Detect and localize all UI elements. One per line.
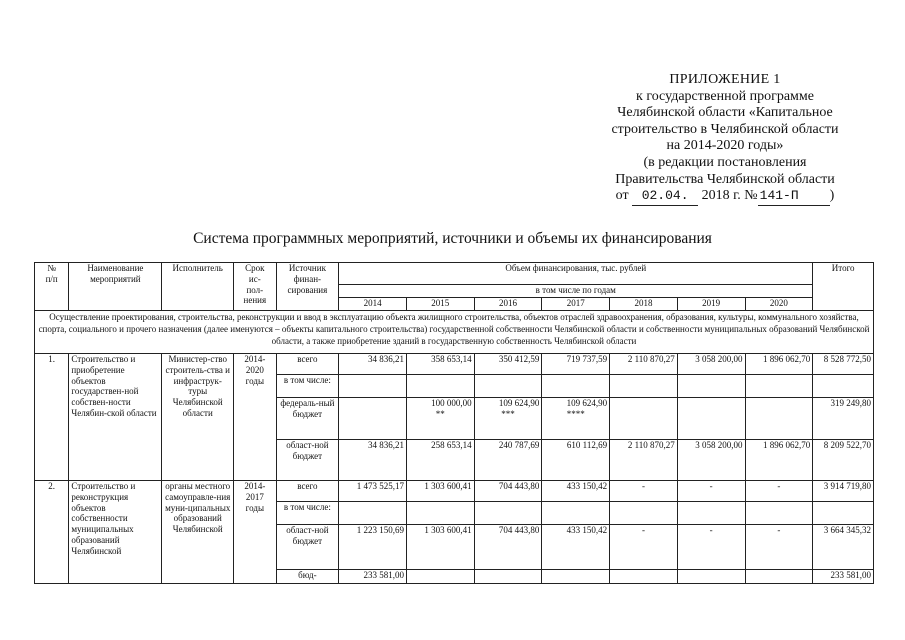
header-year: 2016 — [474, 298, 542, 311]
value-cell: 704 443,80 — [474, 525, 542, 570]
value-cell: 2 110 870,27 — [610, 440, 678, 481]
value-cell: 3 058 200,00 — [677, 354, 745, 375]
page-title: Система программных мероприятий, источники и объемы их финансирования — [193, 230, 712, 247]
source-cell: всего — [276, 481, 339, 502]
value-cell — [677, 502, 745, 525]
value-cell — [406, 375, 474, 398]
source-cell: в том числе: — [276, 502, 339, 525]
decree-number: 141-П — [758, 188, 830, 206]
value-cell — [339, 502, 407, 525]
value-cell — [474, 375, 542, 398]
section-row — [35, 311, 874, 354]
item-executor: органы местного самоуправле-ния муни-ципальных образований Челябинской — [162, 481, 234, 584]
value-cell — [745, 398, 813, 440]
item-name: Строительство и приобретение объектов государствен-ной собствен-ности Челябин-ской области — [69, 354, 162, 481]
value-cell: 2 110 870,27 — [610, 354, 678, 375]
value-cell — [542, 502, 610, 525]
value-cell: 350 412,59 — [474, 354, 542, 375]
section-description: Осуществление проектирования, строительства, реконструкции и ввод в эксплуатацию объекта жилищного строительства, объектов отраслей здравоохранения, образования, культуры, коммунального хозяйства, спорта, социального и прочего назначения (далее именуются – объекты капитального строительства) государственной собственности Челябинской области и собственности муниципальных образований Челябинской области, а также приобретение зданий в государственную собственность Челябинской области — [35, 311, 874, 354]
header-total: Итого — [813, 263, 874, 311]
footnote-marker: **** — [566, 408, 585, 419]
table-row — [35, 354, 874, 375]
financing-table — [34, 262, 874, 584]
value-cell: 719 737,59 — [542, 354, 610, 375]
header-num: № п/п — [35, 263, 69, 311]
value-cell: 1 473 525,17 — [339, 481, 407, 502]
value-cell: 100 000,00 ** — [406, 398, 474, 440]
header-term: Срок ис- пол- нения — [234, 263, 276, 311]
value-cell: 358 653,14 — [406, 354, 474, 375]
appendix-block — [560, 72, 890, 206]
value-cell: 240 787,69 — [474, 440, 542, 481]
value-cell: 34 836,21 — [339, 440, 407, 481]
item-num: 2. — [35, 481, 69, 584]
header-year: 2014 — [339, 298, 407, 311]
appendix-title: ПРИЛОЖЕНИЕ 1 — [669, 72, 781, 87]
appendix-line: (в редакции постановления — [643, 154, 807, 170]
total-cell: 3 914 719,80 — [813, 481, 874, 502]
value-cell — [745, 502, 813, 525]
value-cell: 1 223 150,69 — [339, 525, 407, 570]
header-volume: Объем финансирования, тыс. рублей — [339, 263, 813, 285]
date-mid: 2018 г. № — [701, 188, 758, 204]
value-cell — [542, 375, 610, 398]
header-name: Наименование мероприятий — [69, 263, 162, 311]
source-cell: всего — [276, 354, 339, 375]
appendix-line: Челябинской области «Капитальное — [617, 105, 833, 121]
value-cell: 34 836,21 — [339, 354, 407, 375]
value-cell: 704 443,80 — [474, 481, 542, 502]
total-cell — [813, 375, 874, 398]
total-cell: 3 664 345,32 — [813, 525, 874, 570]
value-cell — [745, 375, 813, 398]
value-cell: 433 150,42 — [542, 525, 610, 570]
value-cell — [406, 502, 474, 525]
header-year: 2017 — [542, 298, 610, 311]
total-cell: 8 209 522,70 — [813, 440, 874, 481]
value-cell: - — [610, 481, 678, 502]
value-cell — [677, 375, 745, 398]
decree-date: 02.04. — [632, 188, 698, 206]
value-cell: - — [677, 525, 745, 570]
value-cell — [745, 570, 813, 584]
source-cell: в том числе: — [276, 375, 339, 398]
date-suffix: ) — [829, 188, 835, 204]
value-cell — [339, 375, 407, 398]
total-cell — [813, 502, 874, 525]
value-cell — [610, 375, 678, 398]
item-term: 2014-2017 годы — [234, 481, 276, 584]
value-cell: - — [610, 525, 678, 570]
date-prefix: от — [615, 188, 629, 204]
value-cell: 1 896 062,70 — [745, 440, 813, 481]
header-by-years: в том числе по годам — [339, 285, 813, 298]
appendix-line: к государственной программе — [636, 88, 814, 104]
source-cell: област-ной бюджет — [276, 440, 339, 481]
value-cell — [610, 502, 678, 525]
item-executor: Министер-ство строитель-ства и инфраструк-туры Челябинской области — [162, 354, 234, 481]
item-name: Строительство и реконструкция объектов собственности муниципальных образований Челябинской — [69, 481, 162, 584]
value-cell: 109 624,90 **** — [542, 398, 610, 440]
value-cell — [542, 570, 610, 584]
value-cell: 1 303 600,41 — [406, 525, 474, 570]
value-cell — [339, 398, 407, 440]
value-cell — [677, 398, 745, 440]
header-row — [35, 263, 874, 285]
footnote-marker: *** — [501, 408, 515, 419]
decree-date-line — [560, 188, 890, 206]
value-cell: - — [745, 525, 813, 570]
table-row — [35, 481, 874, 502]
header-source: Источник финан- сирования — [276, 263, 339, 311]
value-cell — [474, 570, 542, 584]
value-cell: 1 303 600,41 — [406, 481, 474, 502]
value-cell: 109 624,90 *** — [474, 398, 542, 440]
header-executor: Исполнитель — [162, 263, 234, 311]
value-cell — [474, 502, 542, 525]
value-cell: 433 150,42 — [542, 481, 610, 502]
appendix-line: на 2014-2020 годы» — [666, 138, 784, 154]
header-year: 2019 — [677, 298, 745, 311]
value-cell — [610, 570, 678, 584]
value-cell: 258 653,14 — [406, 440, 474, 481]
value-cell: 1 896 062,70 — [745, 354, 813, 375]
source-cell: бюд- — [276, 570, 339, 584]
total-cell: 233 581,00 — [813, 570, 874, 584]
appendix-line: строительство в Челябинской области — [611, 121, 839, 137]
value-cell: - — [677, 481, 745, 502]
header-year: 2018 — [610, 298, 678, 311]
value-cell: 233 581,00 — [339, 570, 407, 584]
value-cell: 610 112,69 — [542, 440, 610, 481]
source-cell: област-ной бюджет — [276, 525, 339, 570]
total-cell: 319 249,80 — [813, 398, 874, 440]
value-cell: 3 058 200,00 — [677, 440, 745, 481]
header-year: 2020 — [745, 298, 813, 311]
appendix-line: Правительства Челябинской области — [615, 171, 835, 187]
value-cell — [406, 570, 474, 584]
header-year: 2015 — [406, 298, 474, 311]
value-cell — [610, 398, 678, 440]
value-cell: - — [745, 481, 813, 502]
source-cell: федераль-ный бюджет — [276, 398, 339, 440]
total-cell: 8 528 772,50 — [813, 354, 874, 375]
item-num: 1. — [35, 354, 69, 481]
footnote-marker: ** — [435, 408, 445, 419]
value-cell — [677, 570, 745, 584]
item-term: 2014-2020 годы — [234, 354, 276, 481]
